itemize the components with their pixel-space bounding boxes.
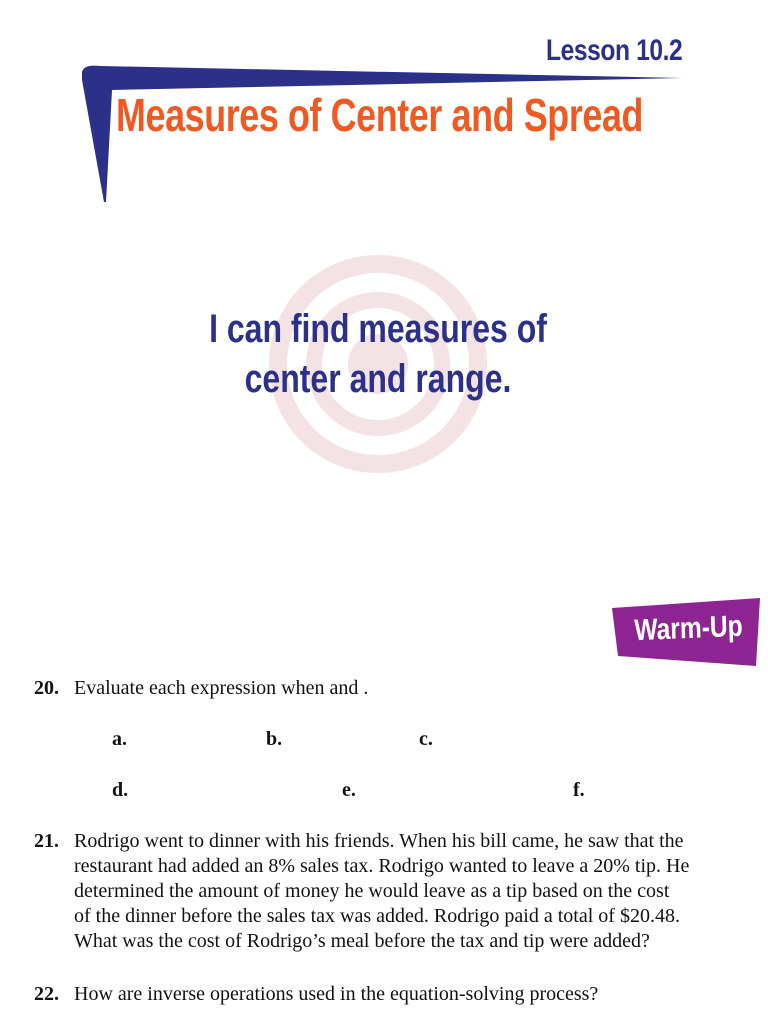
- part-f-label: f.: [573, 779, 585, 801]
- problem-text: Evaluate each expression when and .: [74, 677, 369, 699]
- lesson-number: Lesson 10.2: [546, 34, 683, 67]
- warmup-label: Warm-Up: [633, 609, 744, 648]
- part-d-label: d.: [112, 779, 129, 801]
- problem-22: [34, 982, 734, 1007]
- problem-21: [34, 829, 734, 954]
- problem-number: 21.: [34, 830, 59, 852]
- part-b-label: b.: [266, 728, 283, 750]
- problem-text-line: restaurant had added an 8% sales tax. Rodrigo wanted to leave a 20% tip. He: [74, 855, 690, 877]
- part-a-label: a.: [112, 728, 127, 750]
- problem-text-line: of the dinner before the sales tax was added. Rodrigo paid a total of $20.48.: [74, 905, 680, 927]
- problem-text-line: determined the amount of money he would leave as a tip based on the cost: [74, 880, 670, 902]
- learning-goal-line-1: I can find measures of: [209, 307, 547, 351]
- problem-text: How are inverse operations used in the equation-solving process?: [74, 983, 599, 1005]
- learning-goal-line-2: center and range.: [244, 357, 512, 401]
- problem-number: 20.: [34, 677, 59, 699]
- learning-goal: [0, 304, 756, 404]
- problem-20: [34, 676, 734, 701]
- part-e-label: e.: [342, 779, 356, 801]
- part-c-label: c.: [419, 728, 433, 750]
- problem-number: 22.: [34, 983, 59, 1005]
- problem-text-line: What was the cost of Rodrigo’s meal before the tax and tip were added?: [74, 930, 650, 952]
- problem-text-line: Rodrigo went to dinner with his friends. When his bill came, he saw that the: [74, 830, 684, 852]
- lesson-title: Measures of Center and Spread: [116, 89, 644, 141]
